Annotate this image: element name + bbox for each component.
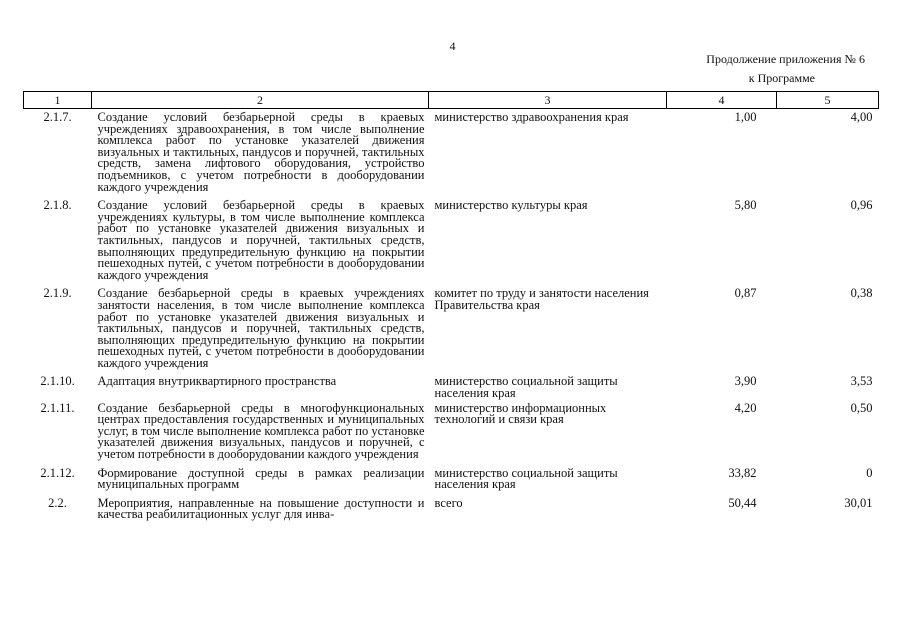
- column-header: 3: [429, 92, 667, 109]
- value-col4: 33,82: [728, 465, 757, 480]
- row-number: 2.2.: [48, 495, 67, 510]
- executor: комитет по труду и занятости населения Правительства края: [434, 286, 649, 312]
- table-row: [24, 495, 879, 525]
- executor: всего: [434, 495, 463, 510]
- measure-description: Создание безбарьерной среды в многофункциональных центрах предоставления государственных и муниципальных услуг, в том числе выполнение комплекса работ по установке указателей движения визуальных, пандусов и поручней, с учетом потребности в дооборудовании каждого учреждения: [97, 400, 425, 462]
- value-col5: 0,96: [850, 198, 873, 213]
- value-col5: 30,01: [844, 495, 873, 510]
- table-row: [24, 400, 879, 465]
- table-row: [24, 109, 879, 198]
- measure-description: Мероприятия, направленные на повышение доступности и качества реабилитационных услуг для инва-: [97, 495, 425, 522]
- value-col5: 0,50: [850, 400, 873, 415]
- value-col5: 3,53: [850, 374, 873, 389]
- executor: министерство социальной защиты населения края: [434, 374, 618, 401]
- value-col4: 3,90: [734, 374, 757, 389]
- table-header-row: [24, 92, 879, 109]
- row-number: 2.1.12.: [40, 465, 75, 480]
- appendix-header: Продолжение приложения № 6: [706, 52, 865, 66]
- value-col5: 4,00: [850, 110, 873, 124]
- table-row: [24, 373, 879, 399]
- value-col4: 1,00: [734, 110, 757, 124]
- row-number: 2.1.9.: [43, 286, 72, 301]
- value-col4: 5,80: [734, 198, 757, 213]
- measure-description: Создание безбарьерной среды в краевых учреждениях занятости населения, в том числе выполнение комплекса работ по установке указателей движения визуальных и тактильных, пандусов и поручней, тактильных средств, выполняющих предупредительную функцию на покрытии пешеходных путей, с учетом потребности в дооборудовании каждого учреждения: [97, 286, 425, 370]
- appendix-subheader: к Программе: [748, 71, 815, 85]
- row-number: 2.1.7.: [43, 110, 72, 124]
- column-header: 2: [92, 92, 429, 109]
- value-col5: 0: [866, 465, 873, 480]
- measure-description: Создание условий безбарьерной среды в краевых учреждениях здравоохранения, в том числе выполнение комплекса работ по установке указателей движения визуальных и тактильных, пандусов и поручней, тактильных средств, замена лифтового оборудования, устройство подъемников, с учетом потребности в дооборудовании каждого учреждения: [97, 110, 425, 194]
- executor: министерство культуры края: [434, 198, 588, 213]
- measure-description: Адаптация внутриквартирного пространства: [97, 374, 337, 389]
- value-col4: 0,87: [734, 286, 757, 301]
- column-header: 4: [667, 92, 777, 109]
- measure-description: Формирование доступной среды в рамках реализации муниципальных программ: [97, 465, 425, 492]
- table-row: [24, 465, 879, 495]
- executor: министерство социальной защиты населения края: [434, 465, 618, 492]
- value-col5: 0,38: [850, 286, 873, 301]
- executor: министерство информационных технологий и связи края: [434, 400, 607, 427]
- column-header: 5: [777, 92, 879, 109]
- measure-description: Создание условий безбарьерной среды в краевых учреждениях культуры, в том числе выполнение комплекса работ по установке указателей движения визуальных и тактильных, пандусов и поручней, тактильных средств, выполняющих предупредительную функцию на покрытии пешеходных путей, с учетом потребности в дооборудовании каждого учреждения: [97, 198, 425, 282]
- executor: министерство здравоохранения края: [434, 110, 629, 124]
- value-col4: 50,44: [728, 495, 757, 510]
- page-number: 4: [449, 39, 456, 53]
- row-number: 2.1.10.: [40, 374, 75, 389]
- row-number: 2.1.11.: [40, 400, 75, 415]
- program-table: [23, 91, 879, 525]
- table-row: [24, 197, 879, 285]
- row-number: 2.1.8.: [43, 198, 72, 213]
- table-row: [24, 285, 879, 373]
- value-col4: 4,20: [734, 400, 757, 415]
- column-header: 1: [24, 92, 92, 109]
